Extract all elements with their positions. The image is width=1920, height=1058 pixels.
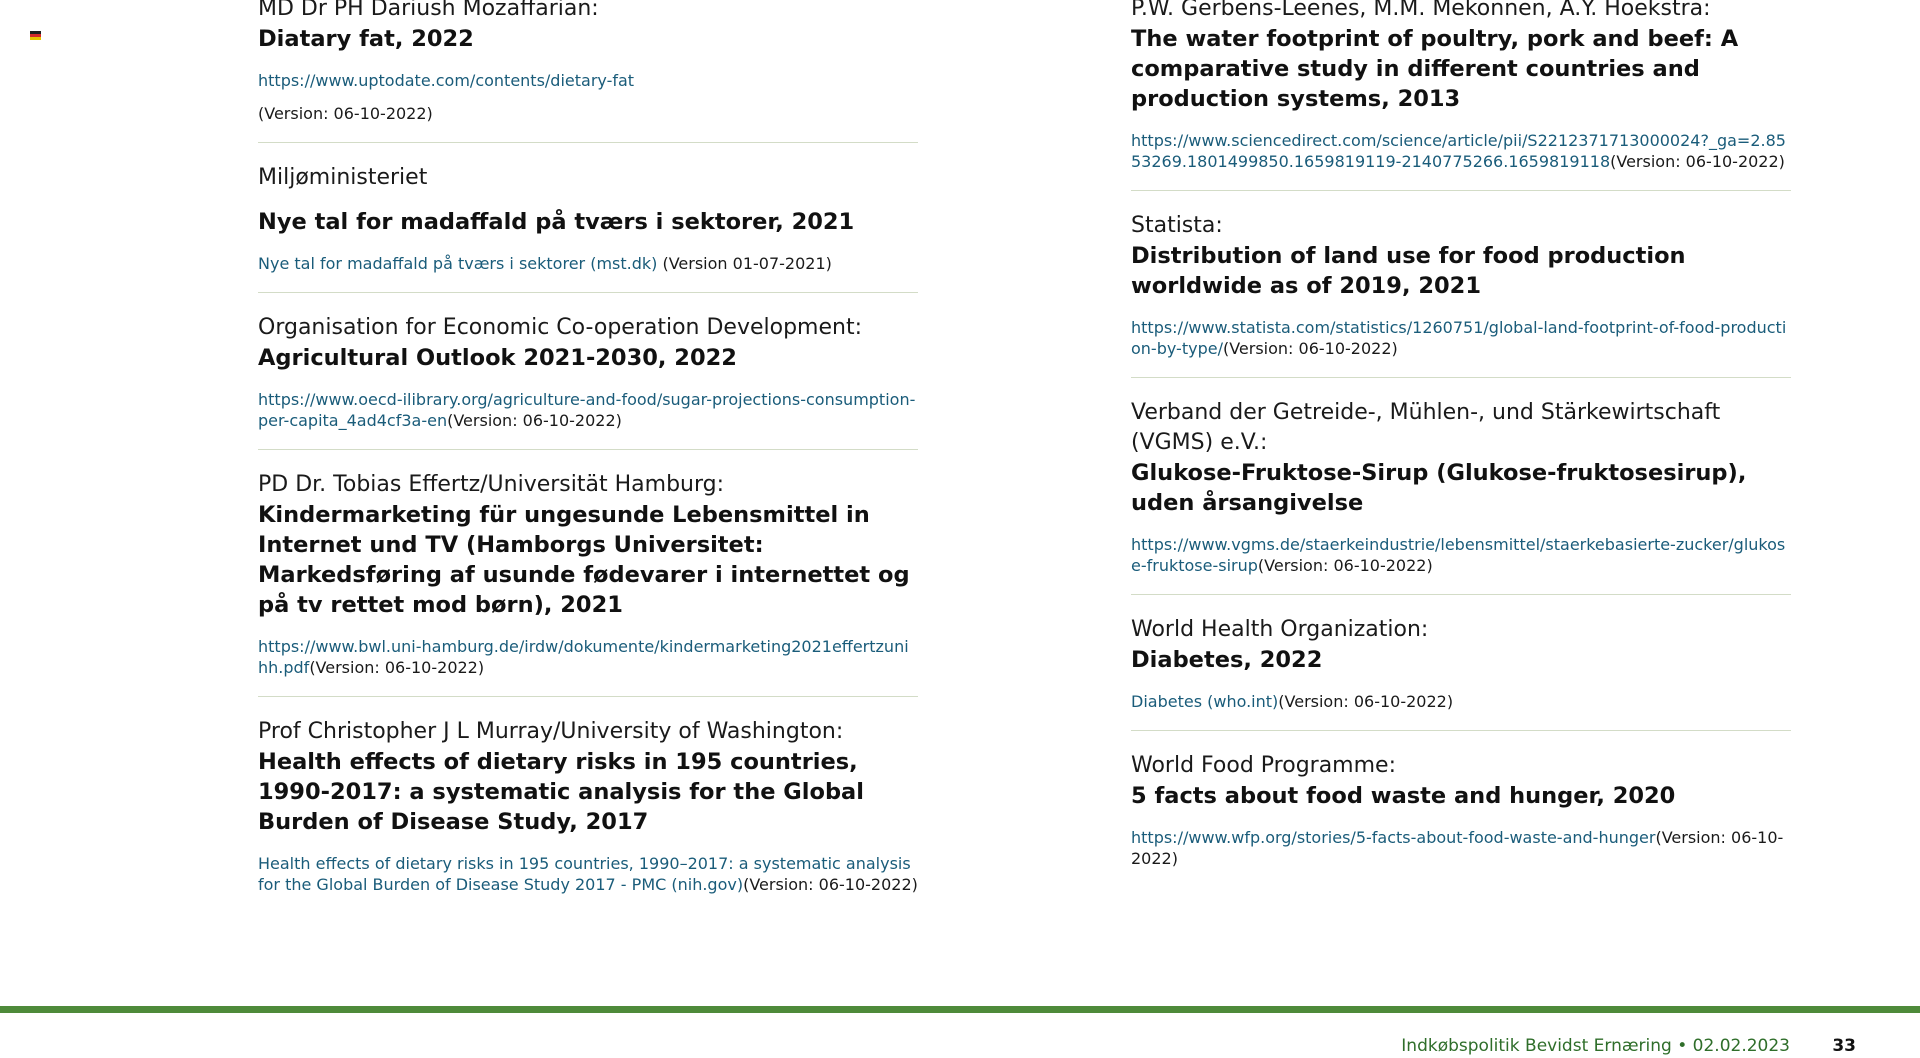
reference-link[interactable]: Diabetes (who.int) bbox=[1131, 692, 1279, 711]
reference-title: 5 facts about food waste and hunger, 2020 bbox=[1131, 783, 1676, 809]
reference-title: Distribution of land use for food production worldwide as of 2019, 2021 bbox=[1131, 243, 1686, 299]
reference-link[interactable]: https://www.bwl.uni-hamburg.de/irdw/dokumente/kindermarketing2021effertzunihh.pdf bbox=[258, 637, 909, 677]
reference-version: (Version: 06-10-2022) bbox=[1222, 339, 1398, 358]
reference-entry bbox=[258, 470, 918, 697]
reference-version: (Version: 06-10-2022) bbox=[309, 658, 485, 677]
reference-entry bbox=[258, 313, 918, 450]
reference-link[interactable]: https://www.vgms.de/staerkeindustrie/lebensmittel/staerkebasierte-zucker/glukose-fruktose-sirup bbox=[1131, 535, 1786, 575]
reference-title: Diabetes, 2022 bbox=[1131, 647, 1323, 673]
reference-version: (Version: 06-10-2022) bbox=[1610, 152, 1785, 171]
reference-author: World Health Organization: bbox=[1131, 617, 1429, 642]
references-right-column bbox=[1131, 0, 1791, 907]
reference-link[interactable]: Nye tal for madaffald på tværs i sektorer (mst.dk) bbox=[258, 254, 658, 273]
reference-author: PD Dr. Tobias Effertz/Universität Hamburg: bbox=[258, 472, 725, 497]
reference-author: MD Dr PH Dariush Mozaffarian: bbox=[258, 0, 599, 21]
reference-entry bbox=[1131, 0, 1791, 191]
reference-entry bbox=[258, 0, 918, 143]
reference-version: (Version 01-07-2021) bbox=[657, 254, 832, 273]
reference-entry bbox=[1131, 615, 1791, 731]
reference-author: Prof Christopher J L Murray/University of Washington: bbox=[258, 719, 844, 744]
reference-entry bbox=[258, 717, 918, 913]
reference-version: (Version: 06-10-2022) bbox=[1257, 556, 1433, 575]
reference-link[interactable]: https://www.wfp.org/stories/5-facts-about-food-waste-and-hunger bbox=[1131, 828, 1656, 847]
reference-version: (Version: 06-10-2022) bbox=[743, 875, 918, 894]
reference-author: World Food Programme: bbox=[1131, 753, 1396, 778]
reference-entry bbox=[258, 163, 918, 293]
references-left-column bbox=[258, 0, 918, 933]
reference-author: Organisation for Economic Co-operation Development: bbox=[258, 315, 863, 340]
reference-title: Glukose-Fruktose-Sirup (Glukose-fruktosesirup), uden årsangivelse bbox=[1131, 460, 1747, 516]
reference-author: Statista: bbox=[1131, 213, 1223, 238]
reference-author: Miljøministeriet bbox=[258, 165, 428, 190]
reference-version: (Version: 06-10-2022) bbox=[1131, 828, 1784, 868]
reference-entry bbox=[1131, 751, 1791, 887]
reference-link[interactable]: https://www.oecd-ilibrary.org/agriculture-and-food/sugar-projections-consumption-per-capita_4ad4cf3a-en bbox=[258, 390, 916, 430]
reference-entry bbox=[1131, 211, 1791, 378]
reference-version: (Version: 06-10-2022) bbox=[1278, 692, 1454, 711]
reference-title: The water footprint of poultry, pork and beef: A comparative study in different countries and production systems, 2013 bbox=[1131, 26, 1739, 112]
reference-title: Health effects of dietary risks in 195 countries, 1990-2017: a systematic analysis for the Global Burden of Disease Study, 2017 bbox=[258, 749, 864, 835]
reference-link[interactable]: Health effects of dietary risks in 195 countries, 1990–2017: a systematic analysis for the Global Burden of Disease Study 2017 - PMC (nih.gov) bbox=[258, 854, 911, 894]
reference-link[interactable]: https://www.sciencedirect.com/science/article/pii/S2212371713000024?_ga=2.8553269.1801499850.1659819119-2140775266.1659819118 bbox=[1131, 131, 1786, 171]
reference-author: Verband der Getreide-, Mühlen-, und Stärkewirtschaft (VGMS) e.V.: bbox=[1131, 400, 1721, 455]
reference-entry bbox=[1131, 398, 1791, 595]
reference-title: Kindermarketing für ungesunde Lebensmittel in Internet und TV (Hamborgs Universitet: Markedsføring af usunde fødevarer i internettet og på tv rettet mod børn), 2021 bbox=[258, 502, 910, 618]
reference-version: (Version: 06-10-2022) bbox=[258, 104, 433, 123]
reference-link[interactable]: https://www.statista.com/statistics/1260751/global-land-footprint-of-food-production-by-type/ bbox=[1131, 318, 1787, 358]
reference-author: P.W. Gerbens-Leenes, M.M. Mekonnen, A.Y. Hoekstra: bbox=[1131, 0, 1711, 21]
reference-title: Agricultural Outlook 2021-2030, 2022 bbox=[258, 345, 737, 371]
page-number: 33 bbox=[1832, 1036, 1856, 1056]
reference-link[interactable]: https://www.uptodate.com/contents/dietary-fat bbox=[258, 71, 635, 90]
german-flag-icon bbox=[30, 31, 41, 40]
reference-title: Diatary fat, 2022 bbox=[258, 26, 474, 52]
reference-title: Nye tal for madaffald på tværs i sektorer, 2021 bbox=[258, 209, 855, 235]
footer-caption: Indkøbspolitik Bevidst Ernæring • 02.02.2023 bbox=[1401, 1036, 1790, 1056]
reference-version: (Version: 06-10-2022) bbox=[447, 411, 622, 430]
footer-divider bbox=[0, 1006, 1920, 1013]
